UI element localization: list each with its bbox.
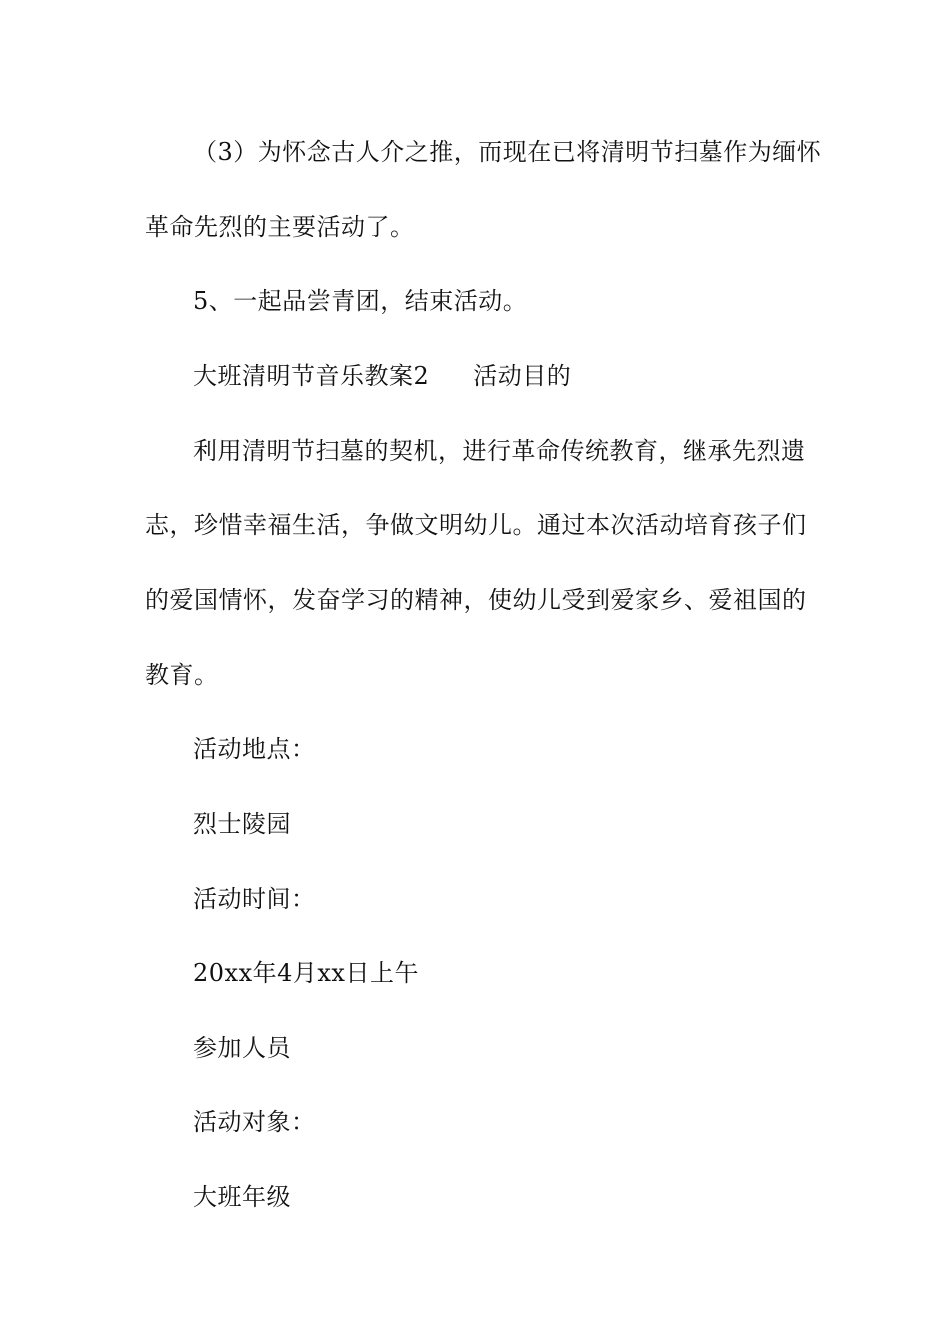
paragraph-line: 活动对象： <box>193 1108 316 1136</box>
section-heading <box>193 361 863 391</box>
paragraph-line: 利用清明节扫墓的契机，进行革命传统教育，继承先烈遗 <box>193 437 806 465</box>
paragraph-line: 志，珍惜幸福生活，争做文明幼儿。通过本次活动培育孩子们 <box>145 511 807 539</box>
paragraph-line: 5、一起品尝青团，结束活动。 <box>193 287 528 315</box>
paragraph-line: 的爱国情怀，发奋学习的精神，使幼儿受到爱家乡、爱祖国的 <box>145 586 807 614</box>
paragraph-line: 大班年级 <box>193 1183 291 1211</box>
paragraph-line: 活动时间： <box>193 885 316 913</box>
paragraph-line: 教育。 <box>145 661 219 689</box>
paragraph-line: 参加人员 <box>193 1034 291 1062</box>
section-title: 大班清明节音乐教案2 <box>193 362 430 390</box>
paragraph-line: 革命先烈的主要活动了。 <box>145 213 415 241</box>
paragraph-line: （3）为怀念古人介之推，而现在已将清明节扫墓作为缅怀 <box>193 138 822 166</box>
section-subtitle: 活动目的 <box>473 362 572 390</box>
paragraph-line: 20xx年4月xx日上午 <box>193 959 419 987</box>
paragraph-line: 烈士陵园 <box>193 810 291 838</box>
paragraph-line: 活动地点： <box>193 735 316 763</box>
